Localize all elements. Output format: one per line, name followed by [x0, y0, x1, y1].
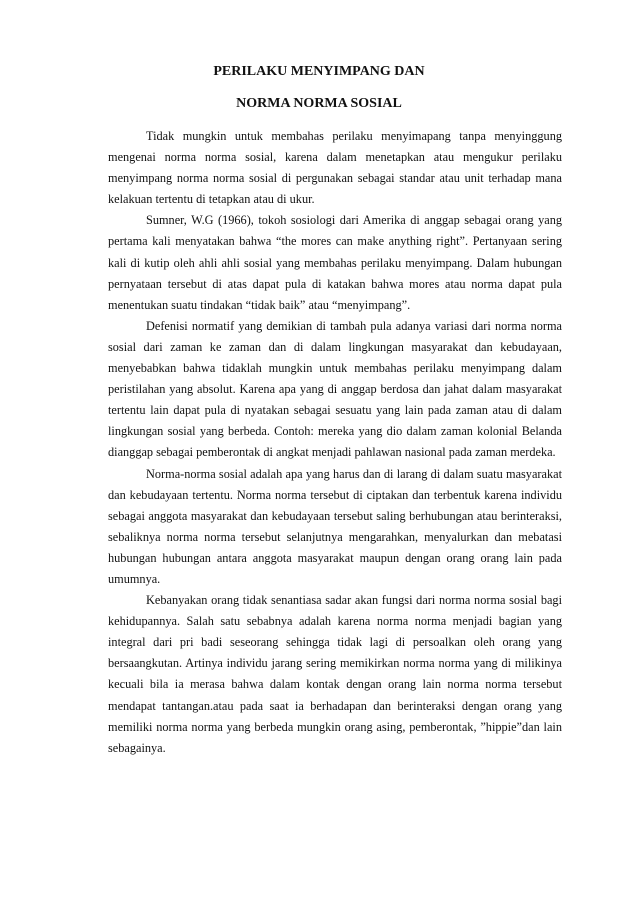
- document-title: [0, 56, 638, 120]
- paragraph-3: Defenisi normatif yang demikian di tambah pula adanya variasi dari norma norma sosial dari zaman ke zaman dan di dalam lingkungan masyarakat dan kebudayaan, menyebabkan bahwa tidaklah mungkin untuk membahas perilaku menyimpang dalam peristilahan yang absolut. Karena apa yang di anggap berdosa dan jahat dalam masyarakat tertentu lain dapat pula di nyatakan sebagai sesuatu yang lain pada zaman atau di dalam lingkungan sosial yang berbeda. Contoh: mereka yang dio dalam zaman kolonial Belanda dianggap sebagai pemberontak di angkat menjadi pahlawan nasional pada zaman merdeka.: [108, 318, 562, 460]
- title-line-2: NORMA NORMA SOSIAL: [236, 96, 402, 111]
- paragraph-5: Kebanyakan orang tidak senantiasa sadar akan fungsi dari norma norma sosial bagi kehidupannya. Salah satu sebabnya adalah karena norma norma menjadi bagian yang integral dari pri badi seseorang sehingga tidak lagi di persoalkan oleh orang yang bersaangkutan. Artinya individu jarang sering memikirkan norma norma yang di milikinya kecuali bila ia merasa bahwa dalam kontak dengan orang lain norma norma tersebut mendapat tantangan.atau pada saat ia berhadapan dan berinteraksi dengan orang yang memiliki norma norma yang berbeda mungkin orang asing, pemberontak, ”hippie”dan lain sebagainya.: [108, 593, 562, 755]
- paragraph-4: Norma-norma sosial adalah apa yang harus dan di larang di dalam suatu masyarakat dan kebudayaan tertentu. Norma norma tersebut di ciptakan dan terbentuk karena individu sebagai anggota masyarakat dan kebudayaan tersebut saling berhubungan atau berinteraksi, sebaliknya norma norma tersebut selanjutnya mengarahkan, menyalurkan dan mebatasi hubungan hubungan antara anggota masyarakat maupun dengan orang orang lain pada umumnya.: [108, 466, 562, 586]
- paragraph-2: Sumner, W.G (1966), tokoh sosiologi dari Amerika di anggap sebagai orang yang pertama kali menyatakan bahwa “the mores can make anything right”. Pertanyaan sering kali di kutip oleh ahli ahli sosial yang membahas perilaku menyimpang. Dalam hubungan pernyataan tersebut di atas dapat pula di katakan bahwa mores atau norma dapat pula menentukan suatu tindakan “tidak baik” atau “menyimpang”.: [108, 213, 562, 312]
- paragraph-1: Tidak mungkin untuk membahas perilaku menyimapang tanpa menyinggung mengenai norma norma sosial, karena dalam menetapkan atau mengukur perilaku menyimpang norma norma sosial di pergunakan sebagai standar atau unit terhadap mana kelakuan tertentu di tetapkan atau di ukur.: [108, 129, 562, 207]
- document-body: [108, 126, 562, 759]
- title-line-1: PERILAKU MENYIMPANG DAN: [213, 64, 425, 79]
